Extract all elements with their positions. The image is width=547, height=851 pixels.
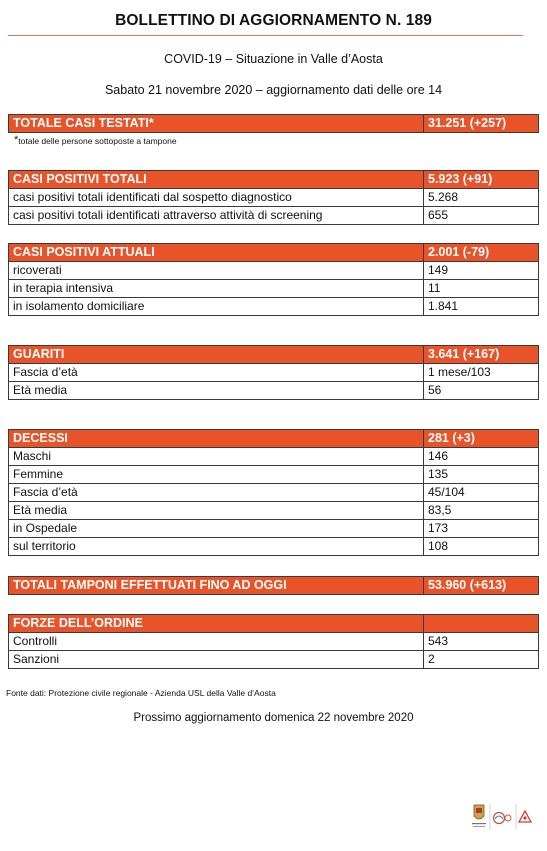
row-label: Età media xyxy=(9,502,424,520)
total-tested-note xyxy=(14,136,177,146)
row-label: Età media xyxy=(9,382,424,400)
next-update: Prossimo aggiornamento domenica 22 novembre 2020 xyxy=(133,712,414,724)
swabs-header xyxy=(9,577,539,595)
deaths-table xyxy=(8,429,539,556)
section-value: 5.923 (+91) xyxy=(424,171,539,189)
swabs-table xyxy=(8,576,539,595)
section-label: DECESSI xyxy=(9,430,424,448)
row-label: in terapia intensiva xyxy=(9,280,424,298)
section-label: GUARITI xyxy=(9,346,424,364)
row-label: in Ospedale xyxy=(9,520,424,538)
total-positive-table xyxy=(8,170,539,225)
row-value: 5.268 xyxy=(424,189,539,207)
row-label: casi positivi totali identificati attraverso attività di screening xyxy=(9,207,424,225)
table-row xyxy=(9,298,539,316)
recovered-table xyxy=(8,345,539,400)
table-row xyxy=(9,382,539,400)
total-positive-header xyxy=(9,171,539,189)
row-value: 11 xyxy=(424,280,539,298)
bulletin-subtitle: COVID-19 – Situazione in Valle d’Aosta xyxy=(164,52,383,66)
total-tested-label: TOTALE CASI TESTATI xyxy=(13,116,149,130)
data-source: Fonte dati: Protezione civile regionale - Azienda USL della Valle d’Aosta xyxy=(6,688,276,698)
section-label: FORZE DELL’ORDINE xyxy=(9,615,424,633)
current-positive-header xyxy=(9,244,539,262)
row-label: Sanzioni xyxy=(9,651,424,669)
bulletin-title: BOLLETTINO DI AGGIORNAMENTO N. 189 xyxy=(115,12,432,29)
bulletin-dateline: Sabato 21 novembre 2020 – aggiornamento dati delle ore 14 xyxy=(104,83,443,97)
row-label: Fascia d’età xyxy=(9,484,424,502)
recovered-header xyxy=(9,346,539,364)
table-row xyxy=(9,280,539,298)
row-value: 146 xyxy=(424,448,539,466)
title-divider xyxy=(8,35,523,36)
total-tested-marker: * xyxy=(148,116,154,130)
row-value: 543 xyxy=(424,633,539,651)
table-row xyxy=(9,448,539,466)
row-value: 2 xyxy=(424,651,539,669)
table-row xyxy=(9,364,539,382)
row-label: Femmine xyxy=(9,466,424,484)
total-tested-label-cell xyxy=(9,115,424,133)
deaths-header xyxy=(9,430,539,448)
section-label: TOTALI TAMPONI EFFETTUATI FINO AD OGGI xyxy=(9,577,424,595)
row-label: casi positivi totali identificati dal sospetto diagnostico xyxy=(9,189,424,207)
total-tested-header xyxy=(9,115,539,133)
note-marker: * xyxy=(14,134,19,146)
row-value: 1 mese/103 xyxy=(424,364,539,382)
row-label: Fascia d’età xyxy=(9,364,424,382)
row-value: 173 xyxy=(424,520,539,538)
row-label: Controlli xyxy=(9,633,424,651)
section-value: 3.641 (+167) xyxy=(424,346,539,364)
section-value: 281 (+3) xyxy=(424,430,539,448)
section-value: 53.960 (+613) xyxy=(424,577,539,595)
current-positive-table xyxy=(8,243,539,316)
section-value xyxy=(424,615,539,633)
table-row xyxy=(9,633,539,651)
total-tested-value: 31.251 (+257) xyxy=(424,115,539,133)
row-label: Maschi xyxy=(9,448,424,466)
row-label: sul territorio xyxy=(9,538,424,556)
total-tested-table xyxy=(8,114,539,133)
table-row xyxy=(9,262,539,280)
row-value: 149 xyxy=(424,262,539,280)
region-logo-icon xyxy=(468,802,536,832)
row-value: 135 xyxy=(424,466,539,484)
table-row xyxy=(9,520,539,538)
table-row xyxy=(9,538,539,556)
row-value: 45/104 xyxy=(424,484,539,502)
table-row xyxy=(9,651,539,669)
section-label: CASI POSITIVI TOTALI xyxy=(9,171,424,189)
note-text: totale delle persone sottoposte a tampone xyxy=(18,136,177,146)
section-label: CASI POSITIVI ATTUALI xyxy=(9,244,424,262)
section-value: 2.001 (-79) xyxy=(424,244,539,262)
table-row xyxy=(9,466,539,484)
table-row xyxy=(9,189,539,207)
row-label: in isolamento domiciliare xyxy=(9,298,424,316)
row-value: 56 xyxy=(424,382,539,400)
row-value: 108 xyxy=(424,538,539,556)
police-table xyxy=(8,614,539,669)
table-row xyxy=(9,207,539,225)
table-row xyxy=(9,502,539,520)
footer-logos xyxy=(468,802,536,832)
row-value: 83,5 xyxy=(424,502,539,520)
row-value: 1.841 xyxy=(424,298,539,316)
police-header xyxy=(9,615,539,633)
table-row xyxy=(9,484,539,502)
row-value: 655 xyxy=(424,207,539,225)
row-label: ricoverati xyxy=(9,262,424,280)
